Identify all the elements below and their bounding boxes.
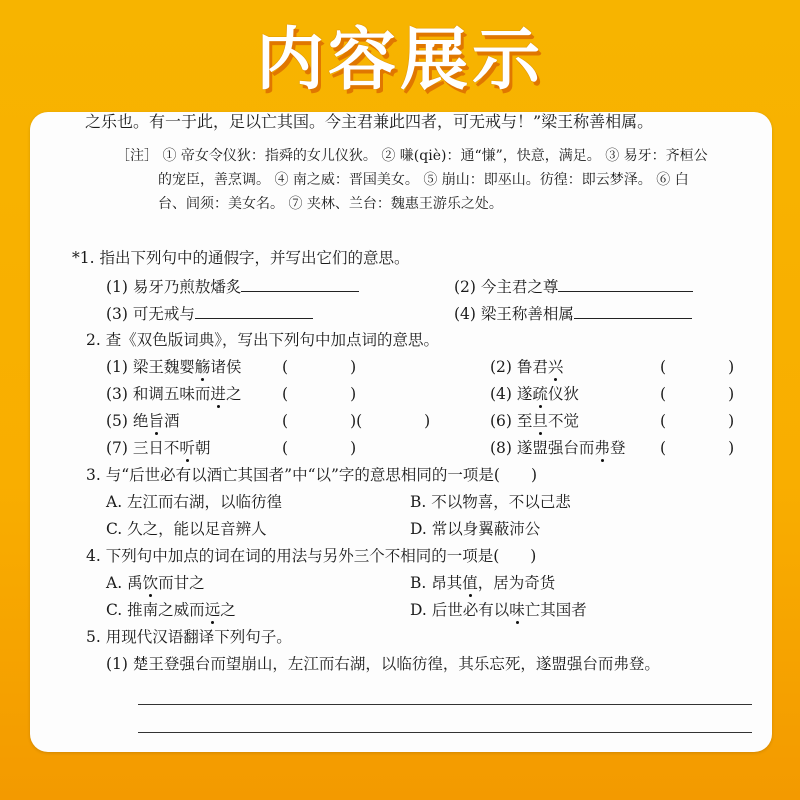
q4-option-b-dotted: 值: [462, 574, 478, 592]
question-3-prompt: 3. 与“后世必有以酒亡其国者”中“以”字的意思相同的一项是( ): [86, 466, 538, 484]
q2-item-7-answer[interactable]: [282, 438, 356, 458]
q4-option-a-dotted: 饮: [142, 574, 159, 592]
q4-option-c-letter: C.: [106, 601, 123, 619]
q1-item-1-blank[interactable]: [241, 275, 359, 292]
q2-item-5-num: (5): [106, 412, 128, 430]
close-paren: ): [728, 358, 735, 376]
q2-item-3-answer[interactable]: [282, 384, 356, 404]
q3-option-c[interactable]: C. 久之，能以足音辨人: [106, 520, 267, 538]
q2-item-8-pre: 遂盟强台而: [516, 439, 595, 457]
q2-item-8-num: (8): [490, 439, 512, 457]
q2-item-1-post: 诸侯: [210, 358, 242, 376]
q2-item-2-dotted: 兴: [547, 358, 564, 376]
q1-item-3: [106, 302, 313, 324]
q4-option-d-post: 亡其国者: [524, 601, 587, 619]
q2-item-4-post: 仪狄: [547, 385, 579, 403]
close-paren: ): [350, 358, 357, 376]
open-paren: (: [282, 412, 289, 430]
question-1-number: *1.: [72, 249, 95, 267]
q4-option-a-post: 而甘之: [158, 574, 205, 592]
paren-join: )(: [350, 412, 363, 430]
open-paren: (: [660, 358, 667, 376]
q4-option-b-letter: B.: [410, 574, 427, 592]
q1-item-3-blank[interactable]: [195, 302, 313, 319]
q4-option-a-pre: 禹: [127, 574, 143, 592]
q2-item-8-post: 登: [609, 439, 626, 457]
q1-item-4-blank[interactable]: [574, 302, 692, 319]
worksheet-page: [30, 112, 772, 752]
q4-option-a[interactable]: [106, 573, 205, 593]
close-paren: ): [350, 385, 357, 403]
q2-item-2-num: (2): [490, 358, 512, 376]
q2-item-4-num: (4): [490, 385, 512, 403]
q2-item-7-num: (7): [106, 439, 128, 457]
q4-option-c-post: 之: [220, 601, 236, 619]
q4-option-b-pre: 昂其: [431, 574, 463, 592]
q2-item-3: [106, 384, 241, 404]
q2-item-6-num: (6): [490, 412, 512, 430]
q2-item-4-pre: 遂: [516, 385, 533, 403]
notes-line-3: 台、闾须：美女名。 ⑦ 夹林、兰台：魏惠王游乐之处。: [158, 196, 503, 212]
q4-option-b[interactable]: [410, 573, 555, 593]
q5-answer-line-1[interactable]: [138, 704, 752, 705]
q2-item-7-post: 朝: [194, 439, 211, 457]
question-5-prompt: 5. 用现代汉语翻译下列句子。: [86, 628, 292, 646]
q4-option-b-post: ，居为奇货: [477, 574, 556, 592]
q4-option-d-letter: D.: [410, 601, 427, 619]
q2-item-3-pre: 和调五味而: [132, 385, 211, 403]
q4-option-d-pre: 后世必有以: [431, 601, 510, 619]
q1-item-2: [454, 275, 693, 297]
q2-item-6-post: 不觉: [547, 412, 579, 430]
q1-item-4-text: (4) 梁王称善相属: [454, 305, 574, 323]
notes-line-2: 的宠臣，善烹调。 ④ 南之威：晋国美女。 ⑤ 崩山：即巫山。彷徨：即云梦泽。 ⑥ 白: [158, 172, 689, 188]
q2-item-3-dotted: 进: [210, 385, 226, 403]
q2-item-7: [106, 438, 210, 458]
open-paren: (: [660, 439, 667, 457]
q3-option-a[interactable]: A. 左江而右湖，以临彷徨: [106, 493, 283, 511]
question-4-prompt: 4. 下列句中加点的词在词的用法与另外三个不相同的一项是( ): [86, 547, 537, 565]
q1-item-2-text: (2) 今主君之尊: [454, 278, 559, 296]
q2-item-5-pre: 绝: [132, 412, 149, 430]
close-paren: ): [350, 439, 357, 457]
banner-title: 内容展示: [255, 21, 544, 100]
question-1-prompt: 指出下列句中的通假字，并写出它们的意思。: [99, 249, 410, 267]
q2-item-5-answer[interactable]: [282, 411, 430, 431]
q1-item-1: [106, 275, 359, 297]
notes-text-1: ① 帝女令仪狄：指舜的女儿仪狄。 ② 嗛(qiè)：通“慊”，快意，满足。 ③ 易牙：齐桓公: [162, 148, 708, 164]
q2-item-4: [490, 384, 579, 404]
open-paren: (: [660, 385, 667, 403]
q2-item-5: [106, 411, 179, 431]
q2-item-5-dotted: 旨: [148, 412, 164, 430]
open-paren: (: [282, 358, 289, 376]
q1-item-2-blank[interactable]: [558, 275, 693, 292]
q4-option-d[interactable]: [410, 600, 587, 620]
q4-option-c[interactable]: [106, 600, 236, 620]
q3-option-d[interactable]: D. 常以身翼蔽沛公: [410, 520, 541, 538]
open-paren: (: [282, 385, 289, 403]
close-paren: ): [728, 439, 735, 457]
q4-option-c-pre: 推南之威而: [127, 601, 205, 619]
q2-item-4-dotted: 疏: [532, 385, 548, 403]
q2-item-2: [490, 357, 563, 377]
close-paren: ): [728, 412, 735, 430]
q2-item-2-answer[interactable]: [660, 357, 734, 377]
q2-item-8: [490, 438, 625, 458]
q2-item-7-dotted: 听: [179, 439, 195, 457]
q2-item-1-num: (1): [106, 358, 128, 376]
q4-option-c-dotted: 远: [204, 601, 221, 619]
question-2-number: 2.: [86, 331, 101, 349]
q2-item-8-dotted: 弗: [594, 439, 610, 457]
q1-item-1-text: (1) 易牙乃煎敖燔炙: [106, 278, 242, 296]
q5-answer-line-2[interactable]: [138, 732, 752, 733]
q2-item-8-answer[interactable]: [660, 438, 734, 458]
q2-item-1-pre: 梁王魏婴: [132, 358, 195, 376]
q2-item-3-post: 之: [225, 385, 242, 403]
question-2-prompt: 查《双色版词典》，写出下列句中加点词的意思。: [105, 331, 439, 349]
notes-label: ［注］: [116, 148, 158, 164]
q2-item-6: [490, 411, 579, 431]
q2-item-1-dotted: 觞: [194, 358, 211, 376]
passage-line: 之乐也。有一于此，足以亡其国。今主君兼此四者，可无戒与！”梁王称善相属。: [85, 112, 654, 131]
q5-item-1: (1) 楚王登强台而望崩山，左江而右湖，以临彷徨，其乐忘死，遂盟强台而弗登。: [106, 655, 660, 673]
q2-item-6-dotted: 旦: [532, 412, 548, 430]
q1-item-3-text: (3) 可无戒与: [106, 305, 195, 323]
q4-option-d-dotted: 味: [509, 601, 525, 619]
q2-item-3-num: (3): [106, 385, 128, 403]
q3-option-b[interactable]: B. 不以物喜，不以己悲: [410, 493, 571, 511]
q2-item-6-answer[interactable]: [660, 411, 734, 431]
question-1: [72, 248, 410, 268]
q2-item-5-post: 酒: [163, 412, 180, 430]
close-paren: ): [424, 412, 431, 430]
question-2: [86, 330, 439, 350]
notes-line-1: [116, 146, 708, 166]
q2-item-4-answer[interactable]: [660, 384, 734, 404]
q2-item-7-pre: 三日不: [132, 439, 180, 457]
open-paren: (: [660, 412, 667, 430]
q1-item-4: [454, 302, 692, 324]
q2-item-1: [106, 357, 241, 377]
q2-item-2-pre: 鲁君: [516, 358, 548, 376]
q2-item-1-answer[interactable]: [282, 357, 356, 377]
q2-item-6-pre: 至: [516, 412, 533, 430]
q4-option-a-letter: A.: [106, 574, 123, 592]
open-paren: (: [282, 439, 289, 457]
close-paren: ): [728, 385, 735, 403]
